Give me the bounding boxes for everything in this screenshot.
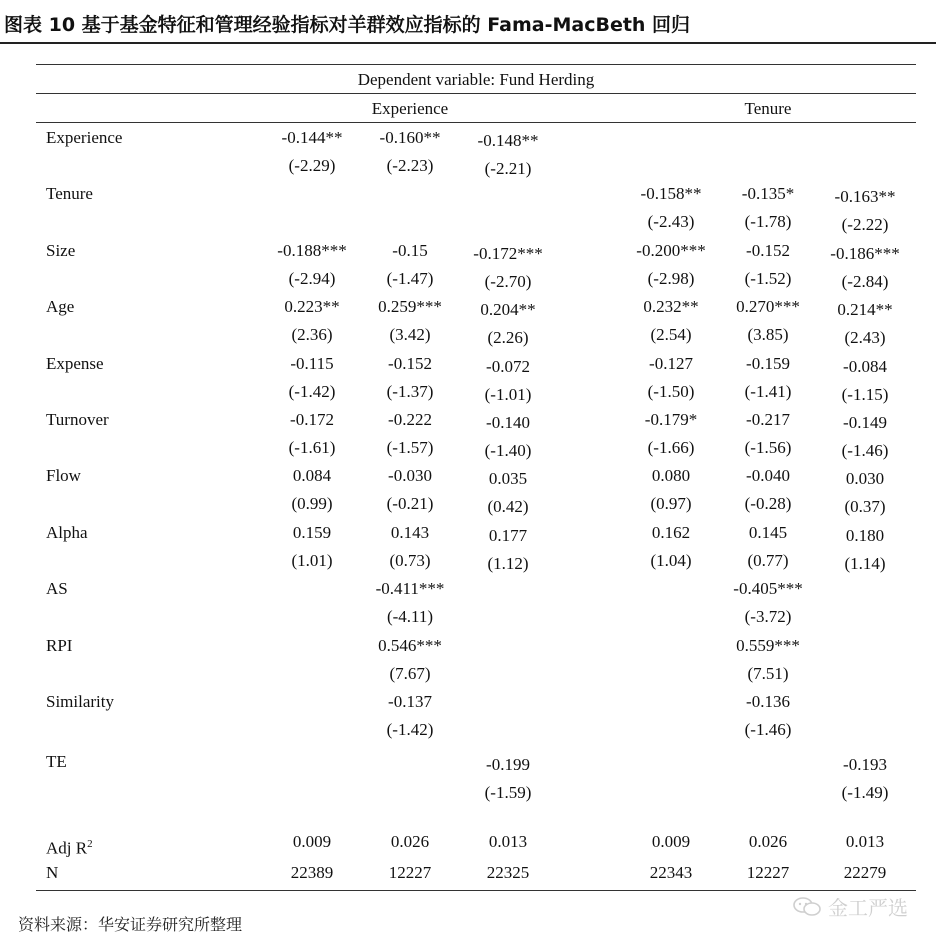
t-stat-cell: (-3.72) xyxy=(744,607,792,627)
t-stat-cell: (2.36) xyxy=(291,325,333,345)
adj-r2-cell: 0.009 xyxy=(292,832,332,851)
t-stat-cell: (-1.78) xyxy=(744,212,792,232)
coefficient-cell: -0.149 xyxy=(843,413,887,432)
coefficient-cell: -0.144** xyxy=(281,128,343,147)
t-stat-cell: (0.97) xyxy=(650,494,692,514)
t-stat-cell: (-2.29) xyxy=(288,156,336,175)
figure-title: 图表 10 基于基金特征和管理经验指标对羊群效应指标的 Fama-MacBeth 回归 xyxy=(4,14,691,36)
t-stat-cell: (0.42) xyxy=(487,497,529,517)
coefficient-cell: -0.160** xyxy=(379,128,441,147)
coefficient-cell: 0.259*** xyxy=(378,297,442,317)
t-stat-cell: (-1.01) xyxy=(484,384,532,404)
coefficient-cell: -0.140 xyxy=(486,413,530,432)
t-stat-cell: (0.77) xyxy=(747,550,789,570)
t-stat-cell: (0.73) xyxy=(389,550,431,570)
coefficient-cell: -0.200*** xyxy=(636,240,706,260)
coefficient-cell: 0.162 xyxy=(651,522,691,542)
t-stat-cell: (2.26) xyxy=(487,328,529,348)
coefficient-cell: -0.172*** xyxy=(473,243,543,263)
coefficient-cell: -0.137 xyxy=(388,692,432,711)
t-stat-cell: (2.54) xyxy=(650,325,692,345)
row-label: Alpha xyxy=(46,522,88,542)
table-top-rule xyxy=(36,64,916,65)
t-stat-cell: (-1.37) xyxy=(386,381,434,401)
row-label: RPI xyxy=(46,635,73,655)
coefficient-cell: -0.158** xyxy=(640,184,702,204)
watermark xyxy=(792,892,908,921)
t-stat-cell: (0.99) xyxy=(291,494,333,514)
t-stat-cell: (-1.41) xyxy=(744,381,792,401)
coefficient-cell: -0.186*** xyxy=(830,243,900,263)
n-cell: 22389 xyxy=(290,863,334,882)
coefficient-cell: 0.080 xyxy=(651,466,691,486)
group-header-rule xyxy=(36,122,916,123)
coefficient-cell: 0.546*** xyxy=(378,635,442,655)
n-cell: 12227 xyxy=(388,863,432,882)
t-stat-cell: (1.14) xyxy=(844,553,886,573)
t-stat-cell: (-1.50) xyxy=(647,381,695,401)
coefficient-cell: -0.179* xyxy=(644,410,698,429)
t-stat-cell: (-1.40) xyxy=(484,441,532,460)
coefficient-cell: -0.193 xyxy=(843,755,887,775)
t-stat-cell: (-1.42) xyxy=(386,720,434,739)
t-stat-cell: (1.12) xyxy=(487,553,529,573)
coefficient-cell: -0.136 xyxy=(746,692,790,711)
row-label: TE xyxy=(46,752,67,772)
t-stat-cell: (-2.23) xyxy=(386,156,434,175)
t-stat-cell: (-1.59) xyxy=(484,783,532,803)
t-stat-cell: (-4.11) xyxy=(386,607,434,627)
coefficient-cell: -0.15 xyxy=(392,240,428,260)
coefficient-cell: -0.148** xyxy=(477,131,539,150)
row-label: AS xyxy=(46,579,68,599)
coefficient-cell: -0.405*** xyxy=(733,579,803,599)
row-label: Tenure xyxy=(46,184,93,204)
coefficient-cell: -0.217 xyxy=(746,410,790,429)
row-label: Similarity xyxy=(46,692,114,711)
adj-r2-label-text: Adj R xyxy=(46,838,88,858)
table-bottom-rule xyxy=(36,890,916,891)
t-stat-cell: (-1.57) xyxy=(386,438,434,457)
source-note: 资料来源：华安证券研究所整理 xyxy=(18,915,243,934)
t-stat-cell: (2.43) xyxy=(844,328,886,348)
wechat-icon xyxy=(792,896,822,918)
coefficient-cell: -0.159 xyxy=(746,353,790,373)
adj-r2-superscript: 2 xyxy=(87,838,93,850)
n-label: N xyxy=(46,863,59,882)
coefficient-cell: -0.152 xyxy=(746,240,790,260)
coefficient-cell: -0.199 xyxy=(486,755,530,775)
dependent-header-rule xyxy=(36,93,916,94)
coefficient-cell: -0.172 xyxy=(290,410,334,429)
row-label: Experience xyxy=(46,128,123,147)
coefficient-cell: -0.084 xyxy=(843,356,887,376)
coefficient-cell: 0.159 xyxy=(292,522,332,542)
title-rule xyxy=(0,42,936,44)
t-stat-cell: (3.85) xyxy=(747,325,789,345)
coefficient-cell: 0.143 xyxy=(390,522,430,542)
watermark-text: 金工严选 xyxy=(828,896,908,920)
t-stat-cell: (1.01) xyxy=(291,550,333,570)
t-stat-cell: (-0.28) xyxy=(744,494,792,514)
coefficient-cell: 0.559*** xyxy=(736,635,800,655)
coefficient-cell: 0.084 xyxy=(292,466,332,486)
coefficient-cell: -0.188*** xyxy=(277,240,347,260)
coefficient-cell: -0.163** xyxy=(834,187,896,207)
coefficient-cell: 0.232** xyxy=(643,297,699,317)
coefficient-cell: -0.030 xyxy=(388,466,432,486)
n-cell: 22343 xyxy=(649,863,693,882)
coefficient-cell: -0.115 xyxy=(290,353,334,373)
coefficient-cell: 0.204** xyxy=(480,300,536,320)
row-label: Size xyxy=(46,240,76,260)
adj-r2-label xyxy=(46,834,93,859)
adj-r2-cell: 0.013 xyxy=(488,832,528,851)
adj-r2-cell: 0.009 xyxy=(651,832,691,851)
t-stat-cell: (-1.56) xyxy=(744,438,792,457)
coefficient-cell: 0.177 xyxy=(488,525,528,545)
coefficient-cell: -0.411*** xyxy=(375,579,445,599)
n-cell: 22279 xyxy=(843,863,887,882)
coefficient-cell: 0.035 xyxy=(488,469,528,489)
coefficient-cell: 0.223** xyxy=(284,297,340,317)
t-stat-cell: (-2.21) xyxy=(484,159,532,178)
coefficient-cell: -0.222 xyxy=(388,410,432,429)
t-stat-cell: (1.04) xyxy=(650,550,692,570)
row-label: Turnover xyxy=(46,410,109,429)
coefficient-cell: -0.152 xyxy=(388,353,432,373)
coefficient-cell: -0.072 xyxy=(486,356,530,376)
t-stat-cell: (-1.47) xyxy=(386,268,434,288)
t-stat-cell: (-1.66) xyxy=(647,438,695,457)
t-stat-cell: (-1.49) xyxy=(841,783,889,803)
coefficient-cell: 0.270*** xyxy=(736,297,800,317)
group-header-experience: Experience xyxy=(371,99,449,118)
t-stat-cell: (-1.46) xyxy=(744,720,792,739)
t-stat-cell: (0.37) xyxy=(844,497,886,517)
t-stat-cell: (3.42) xyxy=(389,325,431,345)
row-label: Expense xyxy=(46,353,104,373)
row-label: Flow xyxy=(46,466,81,486)
t-stat-cell: (-0.21) xyxy=(386,494,434,514)
group-header-tenure: Tenure xyxy=(744,99,792,118)
coefficient-cell: -0.135* xyxy=(741,184,795,204)
t-stat-cell: (-1.42) xyxy=(288,381,336,401)
n-cell: 22325 xyxy=(486,863,530,882)
t-stat-cell: (7.67) xyxy=(389,663,431,683)
coefficient-cell: -0.127 xyxy=(649,353,693,373)
dependent-variable-header: Dependent variable: Fund Herding xyxy=(357,70,595,89)
t-stat-cell: (-1.15) xyxy=(841,384,889,404)
t-stat-cell: (-2.70) xyxy=(484,271,532,291)
coefficient-cell: -0.040 xyxy=(746,466,790,486)
t-stat-cell: (-2.84) xyxy=(841,271,889,291)
t-stat-cell: (-1.61) xyxy=(288,438,336,457)
coefficient-cell: 0.145 xyxy=(748,522,788,542)
n-cell: 12227 xyxy=(746,863,790,882)
t-stat-cell: (-2.43) xyxy=(647,212,695,232)
t-stat-cell: (-2.22) xyxy=(841,215,889,235)
coefficient-cell: 0.030 xyxy=(845,469,885,489)
t-stat-cell: (-2.94) xyxy=(288,268,336,288)
t-stat-cell: (-1.46) xyxy=(841,441,889,460)
t-stat-cell: (7.51) xyxy=(747,663,789,683)
coefficient-cell: 0.214** xyxy=(837,300,893,320)
adj-r2-cell: 0.026 xyxy=(390,832,430,851)
t-stat-cell: (-1.52) xyxy=(744,268,792,288)
row-label: Age xyxy=(46,297,75,317)
adj-r2-cell: 0.026 xyxy=(748,832,788,851)
t-stat-cell: (-2.98) xyxy=(647,268,695,288)
coefficient-cell: 0.180 xyxy=(845,525,885,545)
adj-r2-cell: 0.013 xyxy=(845,832,885,851)
